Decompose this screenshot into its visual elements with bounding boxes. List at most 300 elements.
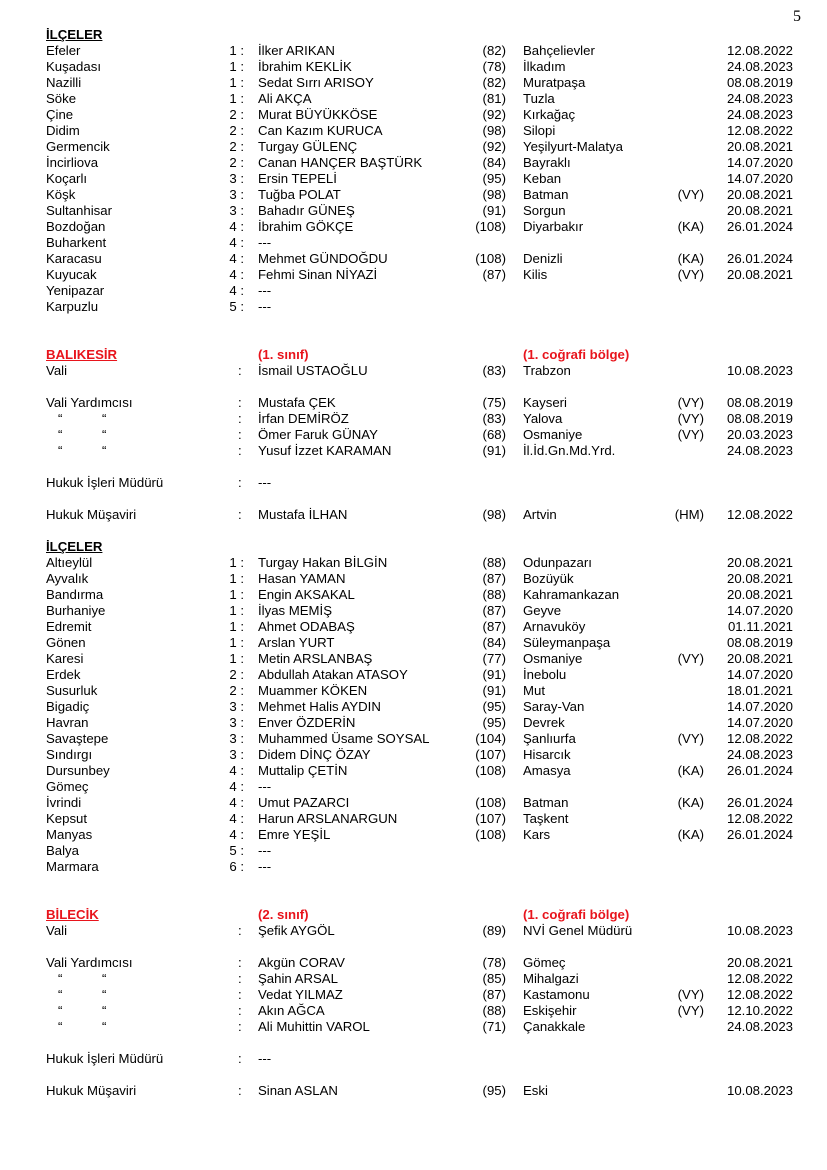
official-code: (87) [482,987,506,1002]
district-name: Köşk [46,187,76,202]
official-name: Sedat Sırrı ARISOY [258,75,374,90]
legal-affairs-row [0,475,827,491]
role-label: Hukuk İşleri Müdürü [46,475,164,490]
previous-post: Artvin [523,507,557,522]
district-name: Erdek [46,667,81,682]
official-code: (107) [475,747,506,762]
appointment-date: 14.07.2020 [726,171,793,186]
post-tag: (VY) [677,987,704,1002]
deputy-governor-row [0,395,827,411]
district-name: Bandırma [46,587,104,602]
district-class: 1 : [229,635,244,650]
district-row [0,555,827,571]
official-name: --- [258,859,272,874]
previous-post: NVİ Genel Müdürü [523,923,633,938]
previous-post: Amasya [523,763,571,778]
official-code: (71) [482,1019,506,1034]
ditto-mark: “ [58,1003,63,1018]
district-name: Havran [46,715,89,730]
district-row [0,715,827,731]
official-code: (98) [482,507,506,522]
district-row [0,155,827,171]
district-class: 3 : [229,715,244,730]
post-tag: (VY) [677,411,704,426]
official-code: (92) [482,107,506,122]
official-name: Can Kazım KURUCA [258,123,383,138]
post-tag: (VY) [677,395,704,410]
district-row [0,251,827,267]
official-code: (78) [482,955,506,970]
official-name: Hasan YAMAN [258,571,346,586]
colon: : [238,1083,242,1098]
official-code: (91) [482,667,506,682]
district-class: 1 : [229,603,244,618]
official-name: Didem DİNÇ ÖZAY [258,747,371,762]
district-name: Marmara [46,859,99,874]
official-name: İrfan DEMİRÖZ [258,411,349,426]
official-name: Turgay Hakan BİLGİN [258,555,388,570]
district-class: 3 : [229,203,244,218]
deputy-governor-row [0,427,827,443]
legal-counsel-row [0,1083,827,1099]
ditto-mark: “ [102,987,107,1002]
previous-post: Devrek [523,715,565,730]
appointment-date: 10.08.2023 [726,923,793,938]
ditto-mark: “ [58,1019,63,1034]
district-row [0,859,827,875]
colon: : [238,971,242,986]
official-name: Muammer KÖKEN [258,683,368,698]
district-name: Kepsut [46,811,88,826]
district-name: Koçarlı [46,171,88,186]
official-name: --- [258,299,272,314]
previous-post: Kahramankazan [523,587,620,602]
district-row [0,283,827,299]
role-label: Hukuk Müşaviri [46,507,137,522]
deputy-governor-row [0,1003,827,1019]
appointment-date: 14.07.2020 [726,603,793,618]
colon: : [238,475,242,490]
previous-post: Mihalgazi [523,971,579,986]
district-name: İncirliova [46,155,99,170]
district-class: 1 : [229,619,244,634]
colon: : [238,1019,242,1034]
post-tag: (KA) [677,219,704,234]
appointment-date: 14.07.2020 [726,699,793,714]
appointment-date: 26.01.2024 [726,251,793,266]
ditto-mark: “ [102,1003,107,1018]
district-class: 4 : [229,251,244,266]
district-row [0,299,827,315]
official-code: (83) [482,363,506,378]
district-class: 1 : [229,43,244,58]
role-label: Vali [46,363,68,378]
appointment-date: 18.01.2021 [726,683,793,698]
official-name: Akgün CORAV [258,955,345,970]
colon: : [238,507,242,522]
district-row [0,107,827,123]
previous-post: Taşkent [523,811,569,826]
deputy-governor-row [0,443,827,459]
appointment-date: 20.08.2021 [726,267,793,282]
district-row [0,123,827,139]
official-name: Şefik AYGÖL [258,923,335,938]
previous-post: Kırkağaç [523,107,576,122]
district-name: Altıeylül [46,555,93,570]
post-tag: (VY) [677,187,704,202]
official-code: (87) [482,571,506,586]
previous-post: Bayraklı [523,155,571,170]
colon: : [238,987,242,1002]
official-code: (108) [475,795,506,810]
district-name: Kuşadası [46,59,101,74]
previous-post: Geyve [523,603,562,618]
colon: : [238,363,242,378]
district-name: Nazilli [46,75,82,90]
ditto-mark: “ [58,987,63,1002]
post-tag: (VY) [677,427,704,442]
district-name: Edremit [46,619,92,634]
previous-post: Arnavuköy [523,619,586,634]
previous-post: Kayseri [523,395,567,410]
official-code: (87) [482,267,506,282]
official-name: Şahin ARSAL [258,971,338,986]
district-name: Balya [46,843,79,858]
deputy-governor-list [0,955,827,1035]
previous-post: Osmaniye [523,427,583,442]
previous-post: Çanakkale [523,1019,586,1034]
previous-post: Silopi [523,123,556,138]
district-class: 4 : [229,267,244,282]
previous-post: Batman [523,795,569,810]
ditto-mark: “ [58,443,63,458]
ditto-mark: “ [58,971,63,986]
official-code: (95) [482,1083,506,1098]
post-tag: (VY) [677,267,704,282]
official-code: (75) [482,395,506,410]
appointment-date: 24.08.2023 [726,1019,793,1034]
district-row [0,843,827,859]
district-class: 4 : [229,763,244,778]
district-class: 5 : [229,843,244,858]
official-name: --- [258,475,272,490]
district-list [0,43,827,315]
official-code: (108) [475,827,506,842]
district-class: 4 : [229,795,244,810]
district-row [0,811,827,827]
appointment-date: 12.08.2022 [726,507,793,522]
district-name: Gönen [46,635,86,650]
previous-post: Osmaniye [523,651,583,666]
district-name: Didim [46,123,80,138]
district-row [0,667,827,683]
role-label: Vali Yardımcısı [46,955,133,970]
deputy-governor-row [0,971,827,987]
colon: : [238,1051,242,1066]
deputy-governor-row [0,411,827,427]
appointment-date: 08.08.2019 [726,635,793,650]
district-row [0,635,827,651]
legal-affairs-row [0,1051,827,1067]
previous-post: İl.İd.Gn.Md.Yrd. [523,443,616,458]
district-row [0,699,827,715]
appointment-date: 08.08.2019 [726,75,793,90]
official-name: Yusuf İzzet KARAMAN [258,443,392,458]
district-list [0,555,827,875]
official-name: Ahmet ODABAŞ [258,619,355,634]
district-class: 2 : [229,123,244,138]
district-name: Karesi [46,651,84,666]
official-code: (87) [482,603,506,618]
district-row [0,779,827,795]
district-name: Sındırgı [46,747,93,762]
district-row [0,171,827,187]
district-name: Bozdoğan [46,219,106,234]
district-row [0,571,827,587]
district-class: 1 : [229,59,244,74]
post-tag: (KA) [677,763,704,778]
previous-post: Eskişehir [523,1003,577,1018]
ditto-mark: “ [58,411,63,426]
appointment-date: 14.07.2020 [726,667,793,682]
official-name: Murat BÜYÜKKÖSE [258,107,378,122]
post-tag: (VY) [677,1003,704,1018]
district-name: Ayvalık [46,571,89,586]
previous-post: Saray-Van [523,699,585,714]
district-class: 1 : [229,651,244,666]
previous-post: Süleymanpaşa [523,635,611,650]
appointment-date: 26.01.2024 [726,827,793,842]
district-class: 2 : [229,155,244,170]
appointment-date: 20.08.2021 [726,555,793,570]
official-code: (83) [482,411,506,426]
official-name: --- [258,779,272,794]
appointment-date: 20.08.2021 [726,139,793,154]
district-name: Çine [46,107,74,122]
official-code: (88) [482,555,506,570]
role-label: Hukuk Müşaviri [46,1083,137,1098]
colon: : [238,1003,242,1018]
official-code: (84) [482,155,506,170]
deputy-governor-row [0,955,827,971]
appointment-date: 12.10.2022 [726,1003,793,1018]
previous-post: Odunpazarı [523,555,592,570]
official-code: (92) [482,139,506,154]
official-name: Tuğba POLAT [258,187,341,202]
district-row [0,75,827,91]
official-code: (81) [482,91,506,106]
previous-post: Bozüyük [523,571,574,586]
official-name: Mehmet Halis AYDIN [258,699,381,714]
appointment-date: 20.03.2023 [726,427,793,442]
appointment-date: 26.01.2024 [726,219,793,234]
district-name: Manyas [46,827,93,842]
deputy-governor-row [0,987,827,1003]
previous-post: Hisarcık [523,747,571,762]
balikesir-ilceler-section [0,539,827,875]
district-name: Burhaniye [46,603,106,618]
ilceler-heading: İLÇELER [46,539,103,554]
official-name: Mustafa ÇEK [258,395,336,410]
district-row [0,651,827,667]
role-label: Vali [46,923,68,938]
district-class: 5 : [229,299,244,314]
appointment-date: 26.01.2024 [726,763,793,778]
colon: : [238,395,242,410]
district-row [0,139,827,155]
district-class: 1 : [229,571,244,586]
official-code: (78) [482,59,506,74]
official-code: (77) [482,651,506,666]
district-name: Buharkent [46,235,107,250]
appointment-date: 24.08.2023 [726,59,793,74]
previous-post: Diyarbakır [523,219,584,234]
district-name: İvrindi [46,795,82,810]
appointment-date: 20.08.2021 [726,187,793,202]
official-code: (88) [482,587,506,602]
appointment-date: 24.08.2023 [726,443,793,458]
district-name: Söke [46,91,77,106]
appointment-date: 24.08.2023 [726,747,793,762]
official-name: İsmail USTAOĞLU [258,363,368,378]
district-row [0,187,827,203]
governor-row [0,923,827,939]
district-row [0,603,827,619]
official-name: --- [258,843,272,858]
district-row [0,747,827,763]
official-name: Sinan ASLAN [258,1083,338,1098]
district-class: 1 : [229,75,244,90]
previous-post: Keban [523,171,562,186]
district-row [0,587,827,603]
bilecik-section [0,907,827,1099]
official-name: Enver ÖZDERİN [258,715,356,730]
previous-post: Yalova [523,411,563,426]
ditto-mark: “ [102,1019,107,1034]
district-row [0,219,827,235]
district-class: 1 : [229,91,244,106]
official-name: Umut PAZARCI [258,795,350,810]
official-name: İlyas MEMİŞ [258,603,333,618]
previous-post: Kastamonu [523,987,590,1002]
previous-post: Muratpaşa [523,75,586,90]
appointment-date: 12.08.2022 [726,987,793,1002]
ditto-mark: “ [58,427,63,442]
previous-post: Kars [523,827,551,842]
official-code: (107) [475,811,506,826]
district-row [0,795,827,811]
official-name: İbrahim GÖKÇE [258,219,354,234]
official-code: (88) [482,1003,506,1018]
province-title: BİLECİK [46,907,99,922]
official-name: Mustafa İLHAN [258,507,348,522]
district-class: 4 : [229,283,244,298]
balikesir-section [0,347,827,523]
ditto-mark: “ [102,427,107,442]
previous-post: Tuzla [523,91,555,106]
ditto-mark: “ [102,443,107,458]
appointment-date: 26.01.2024 [726,795,793,810]
colon: : [238,443,242,458]
previous-post: Eski [523,1083,548,1098]
official-code: (82) [482,43,506,58]
official-name: Ersin TEPELİ [258,171,337,186]
district-row [0,203,827,219]
district-class: 4 : [229,811,244,826]
post-tag: (VY) [677,651,704,666]
appointment-date: 12.08.2022 [726,811,793,826]
district-class: 2 : [229,107,244,122]
district-class: 3 : [229,747,244,762]
official-name: Ali Muhittin VAROL [258,1019,370,1034]
official-name: --- [258,1051,272,1066]
appointment-date: 20.08.2021 [726,651,793,666]
official-name: Muhammed Üsame SOYSAL [258,731,430,746]
role-label: Hukuk İşleri Müdürü [46,1051,164,1066]
appointment-date: 12.08.2022 [726,43,793,58]
official-name: Fehmi Sinan NİYAZİ [258,267,378,282]
ditto-mark: “ [102,411,107,426]
appointment-date: 20.08.2021 [726,587,793,602]
official-name: Vedat YILMAZ [258,987,343,1002]
official-code: (91) [482,683,506,698]
previous-post: Bahçelievler [523,43,595,58]
district-class: 3 : [229,187,244,202]
official-code: (98) [482,123,506,138]
previous-post: İnebolu [523,667,567,682]
previous-post: Şanlıurfa [523,731,576,746]
official-code: (82) [482,75,506,90]
official-code: (91) [482,203,506,218]
district-class: 4 : [229,827,244,842]
official-code: (108) [475,219,506,234]
district-name: Sultanhisar [46,203,112,218]
previous-post: Kilis [523,267,548,282]
colon: : [238,955,242,970]
official-code: (85) [482,971,506,986]
district-row [0,267,827,283]
official-name: Arslan YURT [258,635,335,650]
district-class: 1 : [229,587,244,602]
appointment-date: 12.08.2022 [726,731,793,746]
official-name: Turgay GÜLENÇ [258,139,358,154]
appointment-date: 12.08.2022 [726,971,793,986]
official-code: (89) [482,923,506,938]
previous-post: Trabzon [523,363,571,378]
official-code: (87) [482,619,506,634]
district-class: 1 : [229,555,244,570]
page-number: 5 [793,8,801,25]
district-name: Yenipazar [46,283,105,298]
deputy-governor-list [0,395,827,459]
appointment-date: 08.08.2019 [726,395,793,410]
district-class: 3 : [229,731,244,746]
official-name: Mehmet GÜNDOĞDU [258,251,388,266]
district-row [0,59,827,75]
official-name: İlker ARIKAN [258,43,335,58]
official-name: Emre YEŞİL [258,827,331,842]
official-code: (91) [482,443,506,458]
official-name: Canan HANÇER BAŞTÜRK [258,155,423,170]
official-code: (108) [475,251,506,266]
district-row [0,763,827,779]
province-class: (1. sınıf) [258,347,309,362]
district-row [0,731,827,747]
colon: : [238,923,242,938]
district-name: Savaştepe [46,731,109,746]
official-code: (108) [475,763,506,778]
district-name: Karacasu [46,251,102,266]
